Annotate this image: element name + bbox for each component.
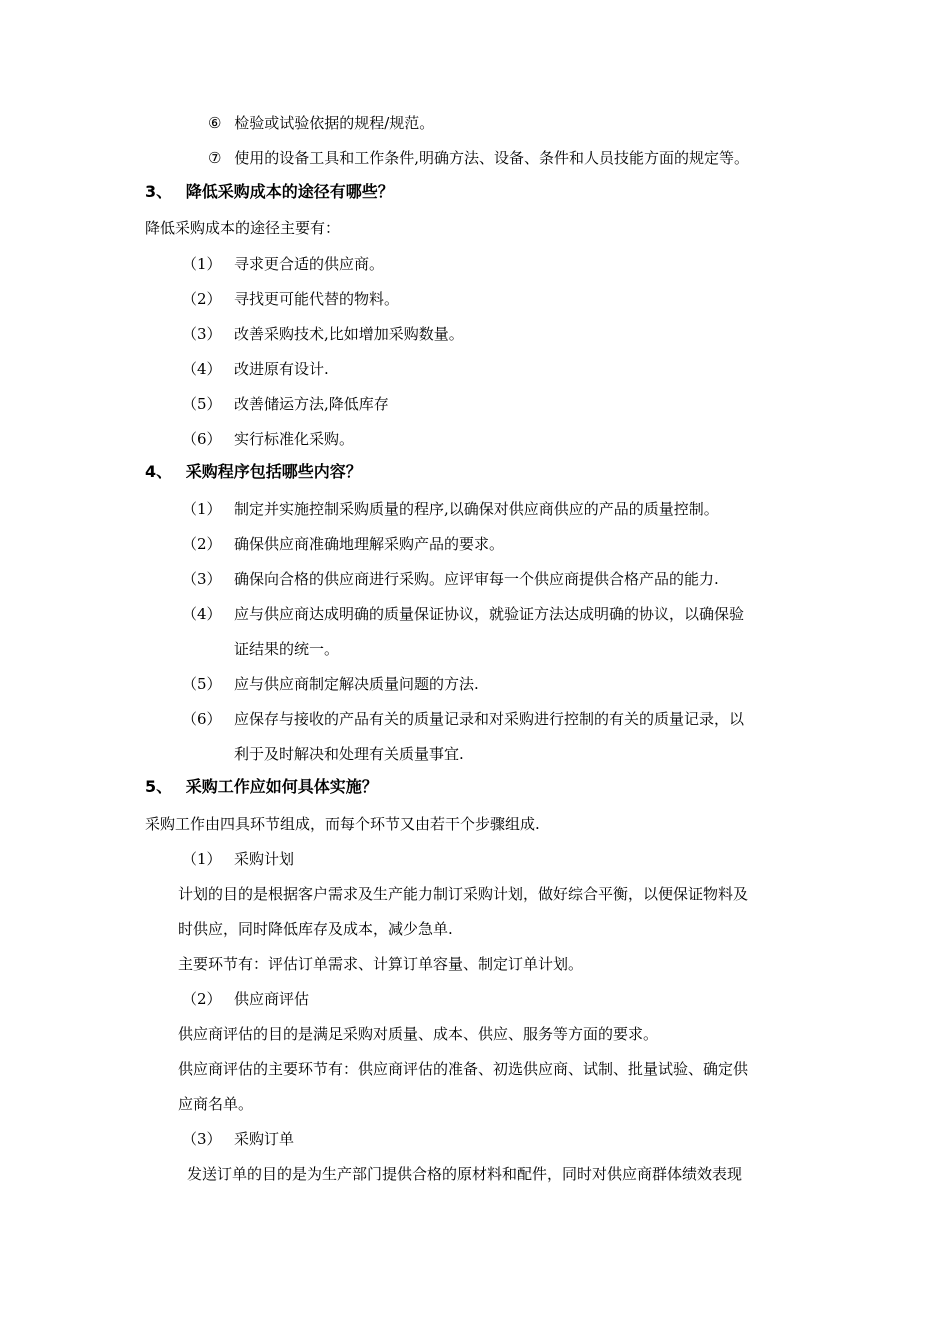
- item-text: 检验或试验依据的规程/规范。: [234, 114, 435, 132]
- list-item: [182, 603, 744, 625]
- paragraph-line: 供应商评估的主要环节有：供应商评估的准备、初选供应商、试制、批量试验、确定供: [178, 1060, 749, 1078]
- item-text-continued: 利于及时解决和处理有关质量事宜.: [234, 745, 464, 763]
- item-number: （4）: [182, 360, 222, 378]
- item-number: （3）: [182, 1130, 222, 1148]
- list-item: [182, 253, 384, 275]
- item-text: 改进原有设计.: [234, 360, 329, 378]
- sub-title: 采购计划: [234, 850, 295, 868]
- list-item: [182, 708, 744, 730]
- item-number: （4）: [182, 605, 222, 623]
- item-marker: ⑥: [208, 114, 222, 132]
- list-item: [182, 673, 479, 695]
- section-intro: 采购工作由四具环节组成，而每个环节又由若干个步骤组成.: [145, 815, 540, 833]
- list-item: [182, 568, 719, 590]
- heading-number: 5、: [145, 777, 173, 796]
- list-item: [182, 428, 354, 450]
- heading-number: 4、: [145, 462, 173, 481]
- list-item: [182, 393, 389, 415]
- item-marker: ⑦: [208, 149, 222, 167]
- list-item: [208, 147, 749, 169]
- paragraph-line: 时供应，同时降低库存及成本，减少急单.: [178, 920, 453, 938]
- item-number: （2）: [182, 990, 222, 1008]
- item-text: 确保供应商准确地理解采购产品的要求。: [234, 535, 505, 553]
- list-item: [208, 112, 434, 134]
- list-item: [182, 533, 504, 555]
- paragraph-line: 主要环节有：评估订单需求、计算订单容量、制定订单计划。: [178, 955, 584, 973]
- heading-number: 3、: [145, 182, 173, 201]
- item-text: 改善采购技术,比如增加采购数量。: [234, 325, 464, 343]
- sub-title: 供应商评估: [234, 990, 310, 1008]
- item-number: （5）: [182, 675, 222, 693]
- item-text: 寻找更可能代替的物料。: [234, 290, 400, 308]
- paragraph-line: 应商名单。: [178, 1095, 254, 1113]
- item-number: （5）: [182, 395, 222, 413]
- sub-heading: [182, 848, 294, 870]
- section-intro: 降低采购成本的途径主要有：: [145, 219, 341, 237]
- list-item: [182, 358, 329, 380]
- heading-text: 采购工作应如何具体实施？: [185, 777, 378, 796]
- item-text: 改善储运方法,降低库存: [234, 395, 389, 413]
- item-number: （2）: [182, 535, 222, 553]
- item-text: 应与供应商达成明确的质量保证协议，就验证方法达成明确的协议，以确保验: [234, 605, 745, 623]
- heading-text: 降低采购成本的途径有哪些？: [185, 182, 394, 201]
- item-number: （1）: [182, 255, 222, 273]
- sub-heading: [182, 988, 309, 1010]
- list-item: [182, 323, 464, 345]
- item-number: （3）: [182, 325, 222, 343]
- list-item: [182, 498, 719, 520]
- section-heading: [145, 776, 378, 798]
- section-heading: [145, 181, 394, 203]
- item-number: （1）: [182, 850, 222, 868]
- item-text: 实行标准化采购。: [234, 430, 355, 448]
- section-heading: [145, 461, 362, 483]
- sub-heading: [182, 1128, 294, 1150]
- item-text-continued: 证结果的统一。: [234, 640, 340, 658]
- item-text: 制定并实施控制采购质量的程序,以确保对供应商供应的产品的质量控制。: [234, 500, 719, 518]
- item-number: （6）: [182, 710, 222, 728]
- item-number: （2）: [182, 290, 222, 308]
- item-number: （6）: [182, 430, 222, 448]
- item-text: 应保存与接收的产品有关的质量记录和对采购进行控制的有关的质量记录，以: [234, 710, 745, 728]
- item-text: 确保向合格的供应商进行采购。应评审每一个供应商提供合格产品的能力.: [234, 570, 719, 588]
- item-text: 应与供应商制定解决质量问题的方法.: [234, 675, 479, 693]
- paragraph-line: 供应商评估的目的是满足采购对质量、成本、供应、服务等方面的要求。: [178, 1025, 659, 1043]
- item-number: （3）: [182, 570, 222, 588]
- item-text: 寻求更合适的供应商。: [234, 255, 385, 273]
- heading-text: 采购程序包括哪些内容？: [185, 462, 362, 481]
- sub-title: 采购订单: [234, 1130, 295, 1148]
- item-number: （1）: [182, 500, 222, 518]
- paragraph-line: 发送订单的目的是为生产部门提供合格的原材料和配件，同时对供应商群体绩效表现: [187, 1165, 743, 1183]
- item-text: 使用的设备工具和工作条件,明确方法、设备、条件和人员技能方面的规定等。: [234, 149, 750, 167]
- list-item: [182, 288, 399, 310]
- paragraph-line: 计划的目的是根据客户需求及生产能力制订采购计划，做好综合平衡，以便保证物料及: [178, 885, 749, 903]
